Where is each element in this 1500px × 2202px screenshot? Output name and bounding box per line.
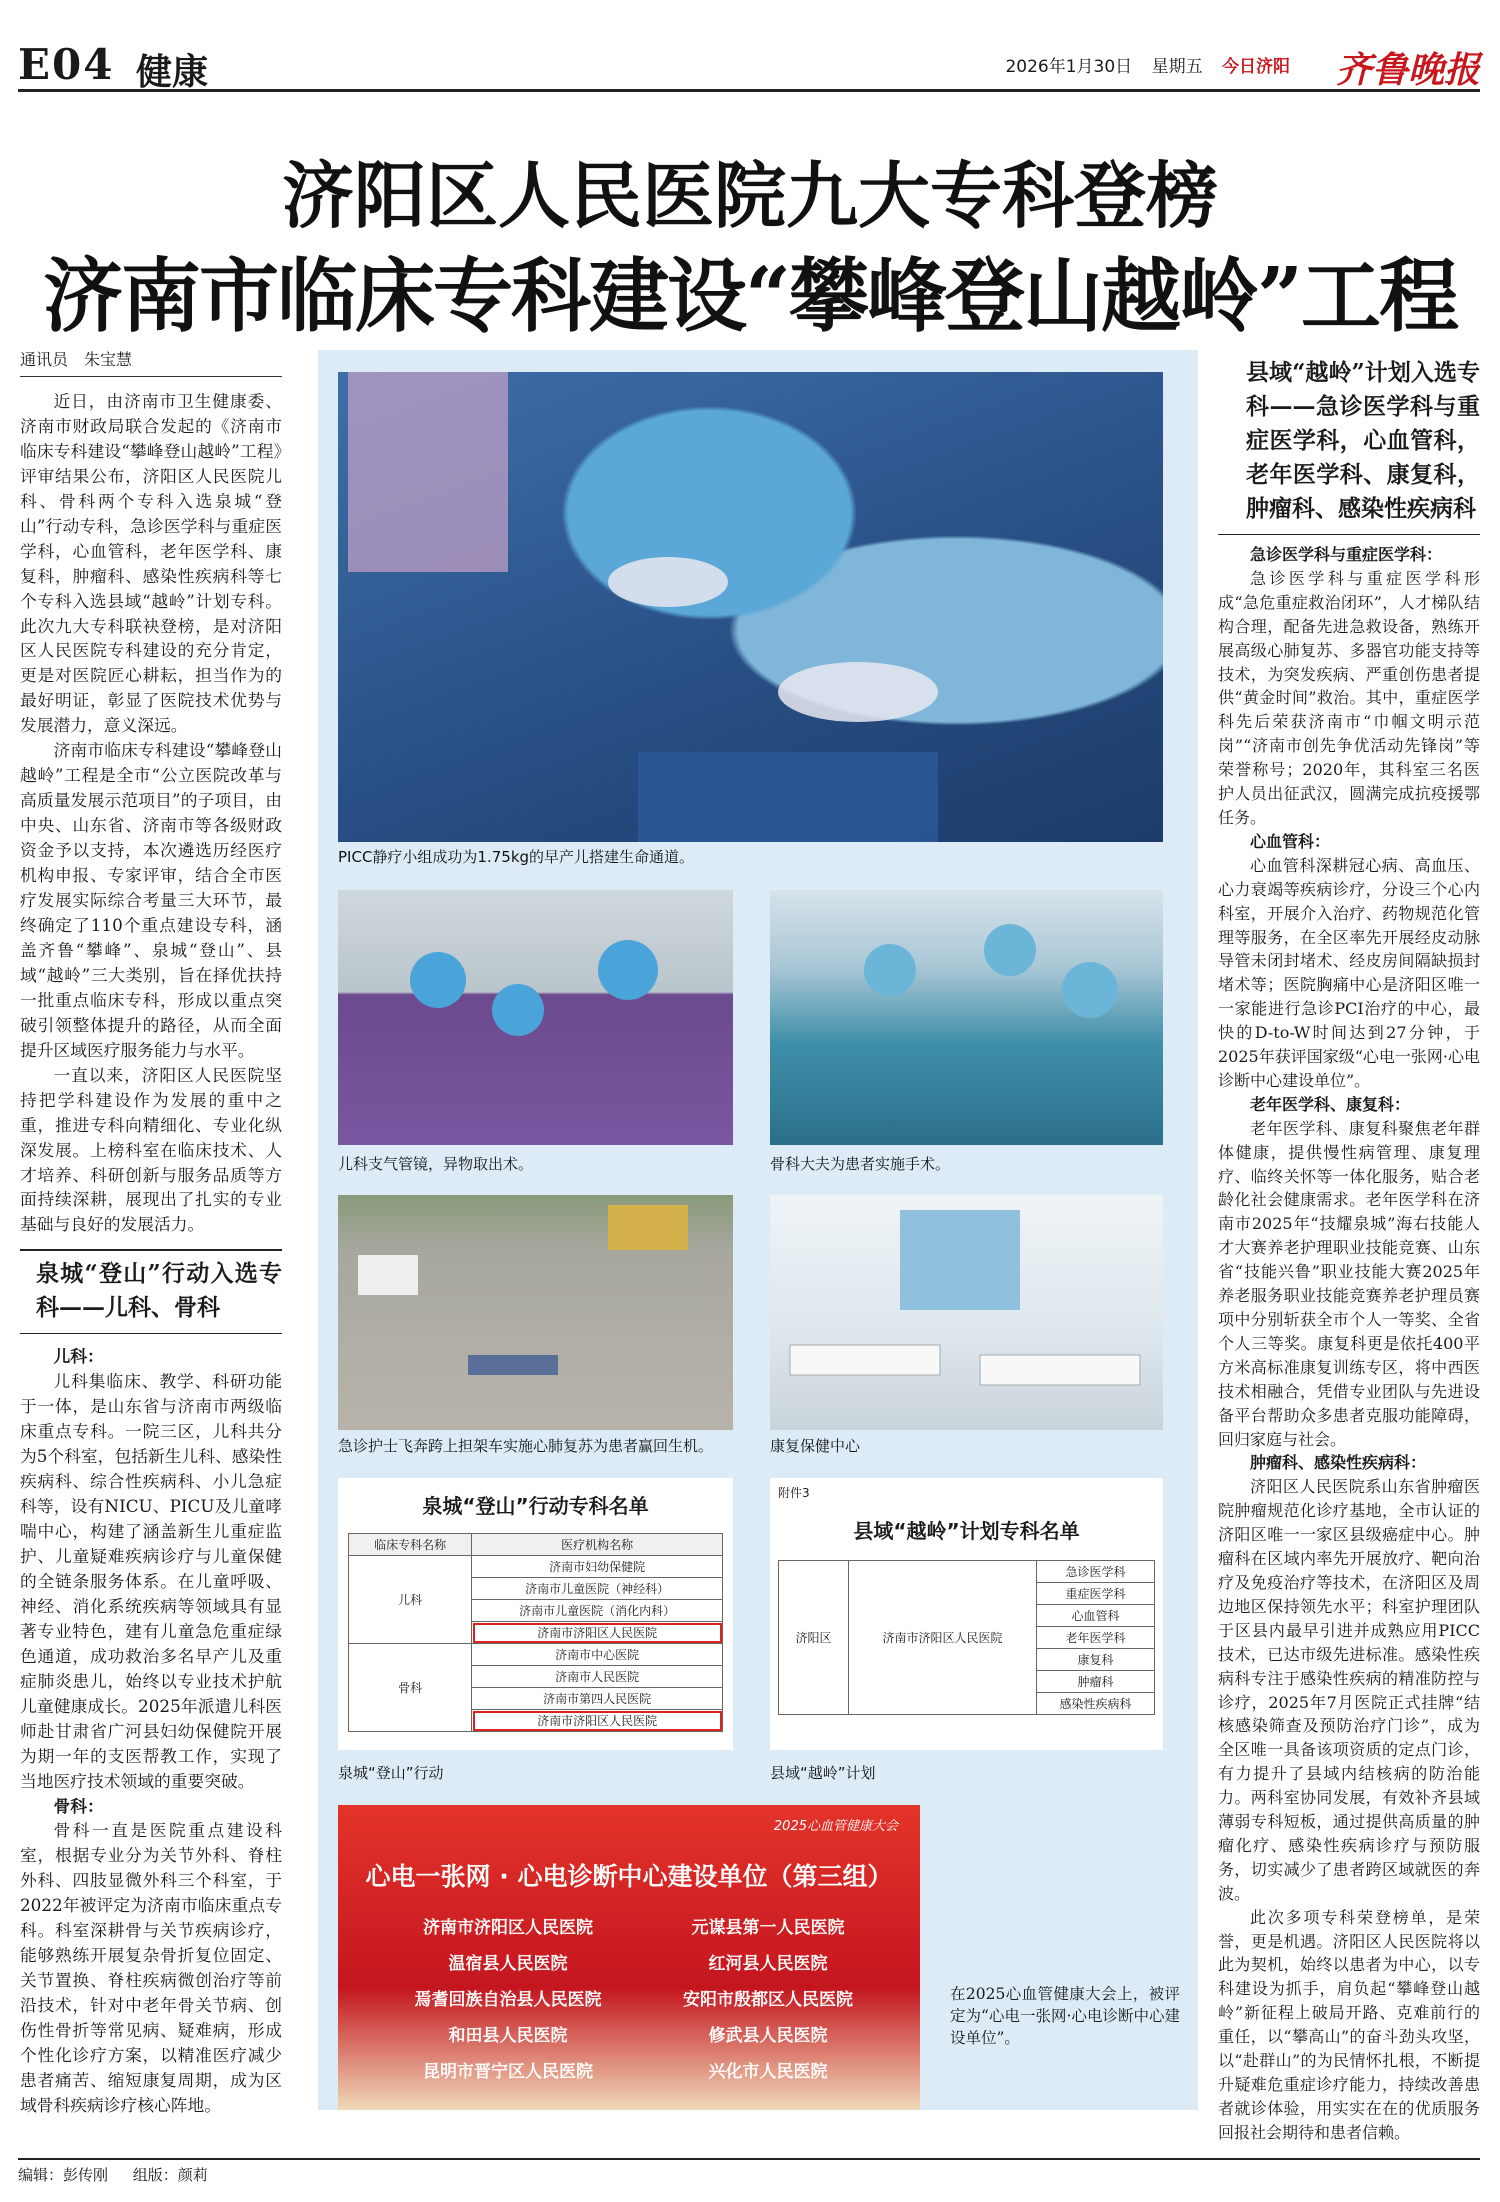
banner-caption: 在2025心血管健康大会上，被评定为“心电一张网·心电诊断中心建设单位”。 bbox=[950, 1985, 1180, 2047]
paragraph: 急诊医学科与重症医学科形成“急危重症救治闭环”，人才梯队结构合理，配备先进急救设备，熟练开展高级心肺复苏、多器官功能支持等技术，为突发疾病、严重创伤患者提供“黄金时间”救治。其中，重症医学科先后荣获济南市“巾帼文明示范岗”“济南市创先争优活动先锋岗”等荣誉称号；2020年，其科室三名医护人员出征武汉，圆满完成抗疫援鄂任务。 bbox=[1218, 568, 1480, 827]
table-cell: 心血管科 bbox=[1036, 1605, 1154, 1627]
subheading: 县域“越岭”计划入选专科——急诊医学科与重症医学科，心血管科，老年医学科、康复科，肿瘤科、感染性疾病科 bbox=[1218, 356, 1480, 535]
list-item: 红河县人民医院 bbox=[708, 1954, 828, 1974]
page-header bbox=[18, 40, 1480, 92]
photo-picc-procedure bbox=[338, 372, 1163, 842]
photo-caption: 儿科支气管镜，异物取出术。 bbox=[338, 1155, 534, 1173]
list-item: 昆明市晋宁区人民医院 bbox=[423, 2062, 593, 2082]
yueling-table bbox=[778, 1560, 1155, 1715]
table-cell: 急诊医学科 bbox=[1036, 1561, 1154, 1583]
photo-caption: 康复保健中心 bbox=[770, 1437, 861, 1455]
photo-bronchoscopy bbox=[338, 890, 733, 1145]
layout-credit: 组版：颜莉 bbox=[132, 2166, 208, 2184]
list-item: 和田县人民医院 bbox=[448, 2026, 568, 2046]
list-item: 安阳市殷都区人民医院 bbox=[683, 1990, 853, 2010]
table-cell: 济南市儿童医院（神经科） bbox=[472, 1578, 723, 1600]
issue-meta bbox=[991, 52, 1290, 77]
paragraph: 骨科一直是医院重点建设科室，根据专业分为关节外科、脊柱外科、四肢显微外科三个科室，于2022年被评定为济南市临床重点专科。科室深耕骨与关节疾病诊疗，能够熟练开展复杂骨折复位固定、关节置换、脊柱疾病微创治疗等前沿技术，针对中老年骨关节病、创伤性骨折等常见病、疑难病，形成个性化诊疗方案，以精准医疗减少患者痛苦、缩短康复周期，成为区域骨科疾病诊疗核心阵地。 bbox=[20, 1820, 282, 2115]
table-header: 医疗机构名称 bbox=[472, 1534, 723, 1556]
issue-weekday: 星期五 bbox=[1151, 57, 1203, 77]
photo-illustration bbox=[338, 372, 1163, 842]
table-cell: 济南市济阳区人民医院 bbox=[849, 1561, 1037, 1715]
table-cell: 济南市中心医院 bbox=[472, 1644, 723, 1666]
banner-unit-list bbox=[388, 1910, 888, 2090]
photo-caption: 急诊护士飞奔跨上担架车实施心肺复苏为患者赢回生机。 bbox=[338, 1437, 714, 1455]
attachment-label: 附件3 bbox=[778, 1486, 810, 1500]
paragraph: 心血管科深耕冠心病、高血压、心力衰竭等疾病诊疗，分设三个心内科室，开展介入治疗、药物规范化管理等服务，在全区率先开展经皮动脉导管未闭封堵术、经皮房间隔缺损封堵术等；医院胸痛中心是济阳区唯一一家能进行急诊PCI治疗的中心，最快的D-to-W时间达到27分钟，于2025年获评国家级“心电一张网·心电诊断中心建设单位”。 bbox=[1218, 855, 1480, 1090]
table-cell: 济南市儿童医院（消化内科） bbox=[472, 1600, 723, 1622]
headline-sub: 济南市临床专科建设“攀峰登山越岭”工程 bbox=[42, 249, 1458, 343]
table-cell: 济阳区 bbox=[779, 1561, 849, 1715]
page-number: E04 bbox=[18, 40, 115, 89]
dengshan-table bbox=[348, 1533, 723, 1732]
paragraph: 此次多项专科荣登榜单，是荣誉，更是机遇。济阳区人民医院将以此为契机，始终以患者为中心，以专科建设为抓手，肩负起“攀峰登山越岭”新征程上破局开路、克难前行的重任，以“攀高山”的奋斗劲头攻坚，以“赴群山”的为民情怀扎根，不断提升疑难危重症诊疗能力，持续改善患者就诊体验，用实实在在的优质服务回报社会期待和患者信赖。 bbox=[1218, 1907, 1480, 2142]
page-footer bbox=[18, 2158, 1480, 2185]
dept-label: 心血管科： bbox=[1250, 831, 1331, 851]
table-title: 县域“越岭”计划专科名单 bbox=[853, 1519, 1080, 1543]
dept-label: 骨科： bbox=[53, 1795, 104, 1816]
edition-name: 今日济阳 bbox=[1222, 57, 1290, 77]
subheading: 泉城“登山”行动入选专科——儿科、骨科 bbox=[20, 1249, 282, 1334]
paragraph: 济南市临床专科建设“攀峰登山越岭”工程是全市“公立医院改革与高质量发展示范项目”的子项目，由中央、山东省、济南市等各级财政资金予以支持，本次遴选历经医疗机构申报、专家评审，结合全市医疗发展实际综合考量三大环节，最终确定了110个重点建设专科，涵盖齐鲁“攀峰”、泉城“登山”、县域“越岭”三大类别，旨在择优扶持一批重点临床专科，形成以重点突破引领整体提升的路径，从而全面提升区域医疗服务能力与水平。 bbox=[20, 740, 282, 1060]
award-banner bbox=[338, 1805, 920, 2110]
table-yueling bbox=[770, 1478, 1163, 1750]
list-item: 温宿县人民医院 bbox=[448, 1954, 568, 1974]
paragraph: 济阳区人民医院系山东省肿瘤医院肿瘤规范化诊疗基地，全市认证的济阳区唯一一家区县级癌症中心。肿瘤科在区域内率先开展放疗、靶向治疗及免疫治疗等技术，在济阳区及周边地区保持领先水平；科室护理团队于区县内最早引进并成熟应用PICC技术，已达市级先进标准。感染性疾病科专注于感染性疾病的精准防控与诊疗，2025年7月医院正式挂牌“结核感染筛查及预防治疗门诊”，成为全区唯一具备该项资质的定点门诊，有力提升了县域内结核病的防治能力。两科室协同发展，有效补齐县域薄弱专科短板，通过提供高质量的肿瘤化疗、感染性疾病诊疗与预防服务，切实减少了患者跨区域就医的奔波。 bbox=[1218, 1477, 1480, 1903]
editor-credit: 编辑：彭传刚 bbox=[18, 2166, 109, 2184]
table-cell: 康复科 bbox=[1036, 1649, 1154, 1671]
right-column bbox=[1218, 356, 1480, 2145]
table-title: 泉城“登山”行动专科名单 bbox=[422, 1494, 649, 1518]
table-header: 临床专科名称 bbox=[349, 1534, 472, 1556]
photo-caption: 骨科大夫为患者实施手术。 bbox=[770, 1155, 951, 1173]
photo-orthopedic-surgery bbox=[770, 890, 1163, 1145]
dept-label: 老年医学科、康复科： bbox=[1250, 1094, 1411, 1114]
table-dengshan bbox=[338, 1478, 733, 1750]
table-cell: 儿科 bbox=[349, 1556, 472, 1644]
headline-main: 济阳区人民医院九大专科登榜 bbox=[281, 153, 1218, 238]
paragraph: 老年医学科、康复科聚焦老年群体健康，提供慢性病管理、康复理疗、临终关怀等一体化服务，贴合老龄化社会健康需求。老年医学科在济南市2025年“技耀泉城”海右技能人才大赛养老护理职业技能竞赛、山东省“技能兴鲁”职业技能大赛2025年养老服务职业技能竞赛养老护理员赛项中分别斩获全市个人一等奖、全省个人三等奖。康复科更是依托400平方米高标准康复训练专区，将中西医技术相融合，凭借专业团队与先进设备平台帮助众多患者克服功能障碍，回归家庭与社会。 bbox=[1218, 1118, 1480, 1449]
list-item: 济南市济阳区人民医院 bbox=[423, 1918, 593, 1938]
table-cell: 骨科 bbox=[349, 1644, 472, 1732]
paragraph: 一直以来，济阳区人民医院坚持把学科建设作为发展的重中之重，推进专科向精细化、专业化纵深发展。上榜科室在临床技术、人才培养、科研创新与服务品质等方面持续深耕，展现出了扎实的专业基础与良好的发展活力。 bbox=[20, 1064, 282, 1235]
banner-event: 2025心血管健康大会 bbox=[773, 1819, 898, 1834]
list-item: 兴化市人民医院 bbox=[708, 2062, 828, 2082]
list-item: 修武县人民医院 bbox=[708, 2026, 828, 2046]
newspaper-logo: 齐鲁晚报 bbox=[1335, 49, 1480, 91]
dept-label: 肿瘤科、感染性疾病科： bbox=[1250, 1453, 1427, 1473]
table-cell: 肿瘤科 bbox=[1036, 1671, 1154, 1693]
list-item: 焉耆回族自治县人民医院 bbox=[414, 1990, 602, 2010]
table-caption: 泉城“登山”行动 bbox=[338, 1764, 444, 1782]
paragraph: 近日，由济南市卫生健康委、济南市财政局联合发起的《济南市临床专科建设“攀峰登山越岭”工程》评审结果公布，济阳区人民医院儿科、骨科两个专科入选泉城“登山”行动专科，急诊医学科与重症医学科，心血管科，老年医学科、康复科，肿瘤科、感染性疾病科等七个专科入选县域“越岭”计划专科。此次九大专科联袂登榜，是对济阳区人民医院专科建设的充分肯定，更是对医院匠心耕耘，担当作为的最好明证，彰显了医院技术优势与发展潜力，意义深远。 bbox=[20, 390, 282, 736]
table-cell: 感染性疾病科 bbox=[1036, 1693, 1154, 1715]
table-cell: 重症医学科 bbox=[1036, 1583, 1154, 1605]
photo-emergency-cpr bbox=[338, 1195, 733, 1430]
dept-label: 儿科： bbox=[53, 1346, 104, 1367]
list-item: 元谋县第一人民医院 bbox=[691, 1918, 845, 1938]
table-cell: 老年医学科 bbox=[1036, 1627, 1154, 1649]
left-column bbox=[20, 348, 282, 2118]
table-cell: 济南市第四人民医院 bbox=[472, 1688, 723, 1710]
issue-date: 2026年1月30日 bbox=[1005, 57, 1133, 77]
paragraph: 儿科集临床、教学、科研功能于一体，是山东省与济南市两级临床重点专科。一院三区，儿科共分为5个科室，包括新生儿科、感染性疾病科、综合性疾病科、小儿急症科等，设有NICU、PICU及儿童哮喘中心，构建了涵盖新生儿重症监护、儿童疑难疾病诊疗与儿童保健的全链条服务体系。在儿童呼吸、神经、消化系统疾病等领域具有显著专业特色，建有儿童急危重症绿色通道，成功救治多名早产儿及重症肺炎患儿，始终以专业技术护航儿童健康成长。2025年派遣儿科医师赴甘肃省广河县妇幼保健院开展为期一年的支医帮教工作，实现了当地医疗技术领域的重要突破。 bbox=[20, 1371, 282, 1791]
photo-rehab-center bbox=[770, 1195, 1163, 1430]
section-name: 健康 bbox=[136, 51, 209, 93]
dept-label: 急诊医学科与重症医学科： bbox=[1250, 545, 1443, 564]
photo-caption: PICC静疗小组成功为1.75kg的早产儿搭建生命通道。 bbox=[338, 848, 695, 866]
table-cell-highlight: 济南市济阳区人民医院 bbox=[472, 1710, 723, 1732]
table-cell: 济南市人民医院 bbox=[472, 1666, 723, 1688]
table-cell: 济南市妇幼保健院 bbox=[472, 1556, 723, 1578]
table-cell-highlight: 济南市济阳区人民医院 bbox=[472, 1622, 723, 1644]
table-caption: 县域“越岭”计划 bbox=[770, 1764, 876, 1782]
banner-title: 心电一张网 · 心电诊断中心建设单位（第三组） bbox=[365, 1862, 893, 1891]
byline: 通讯员 朱宝慧 bbox=[20, 348, 282, 377]
